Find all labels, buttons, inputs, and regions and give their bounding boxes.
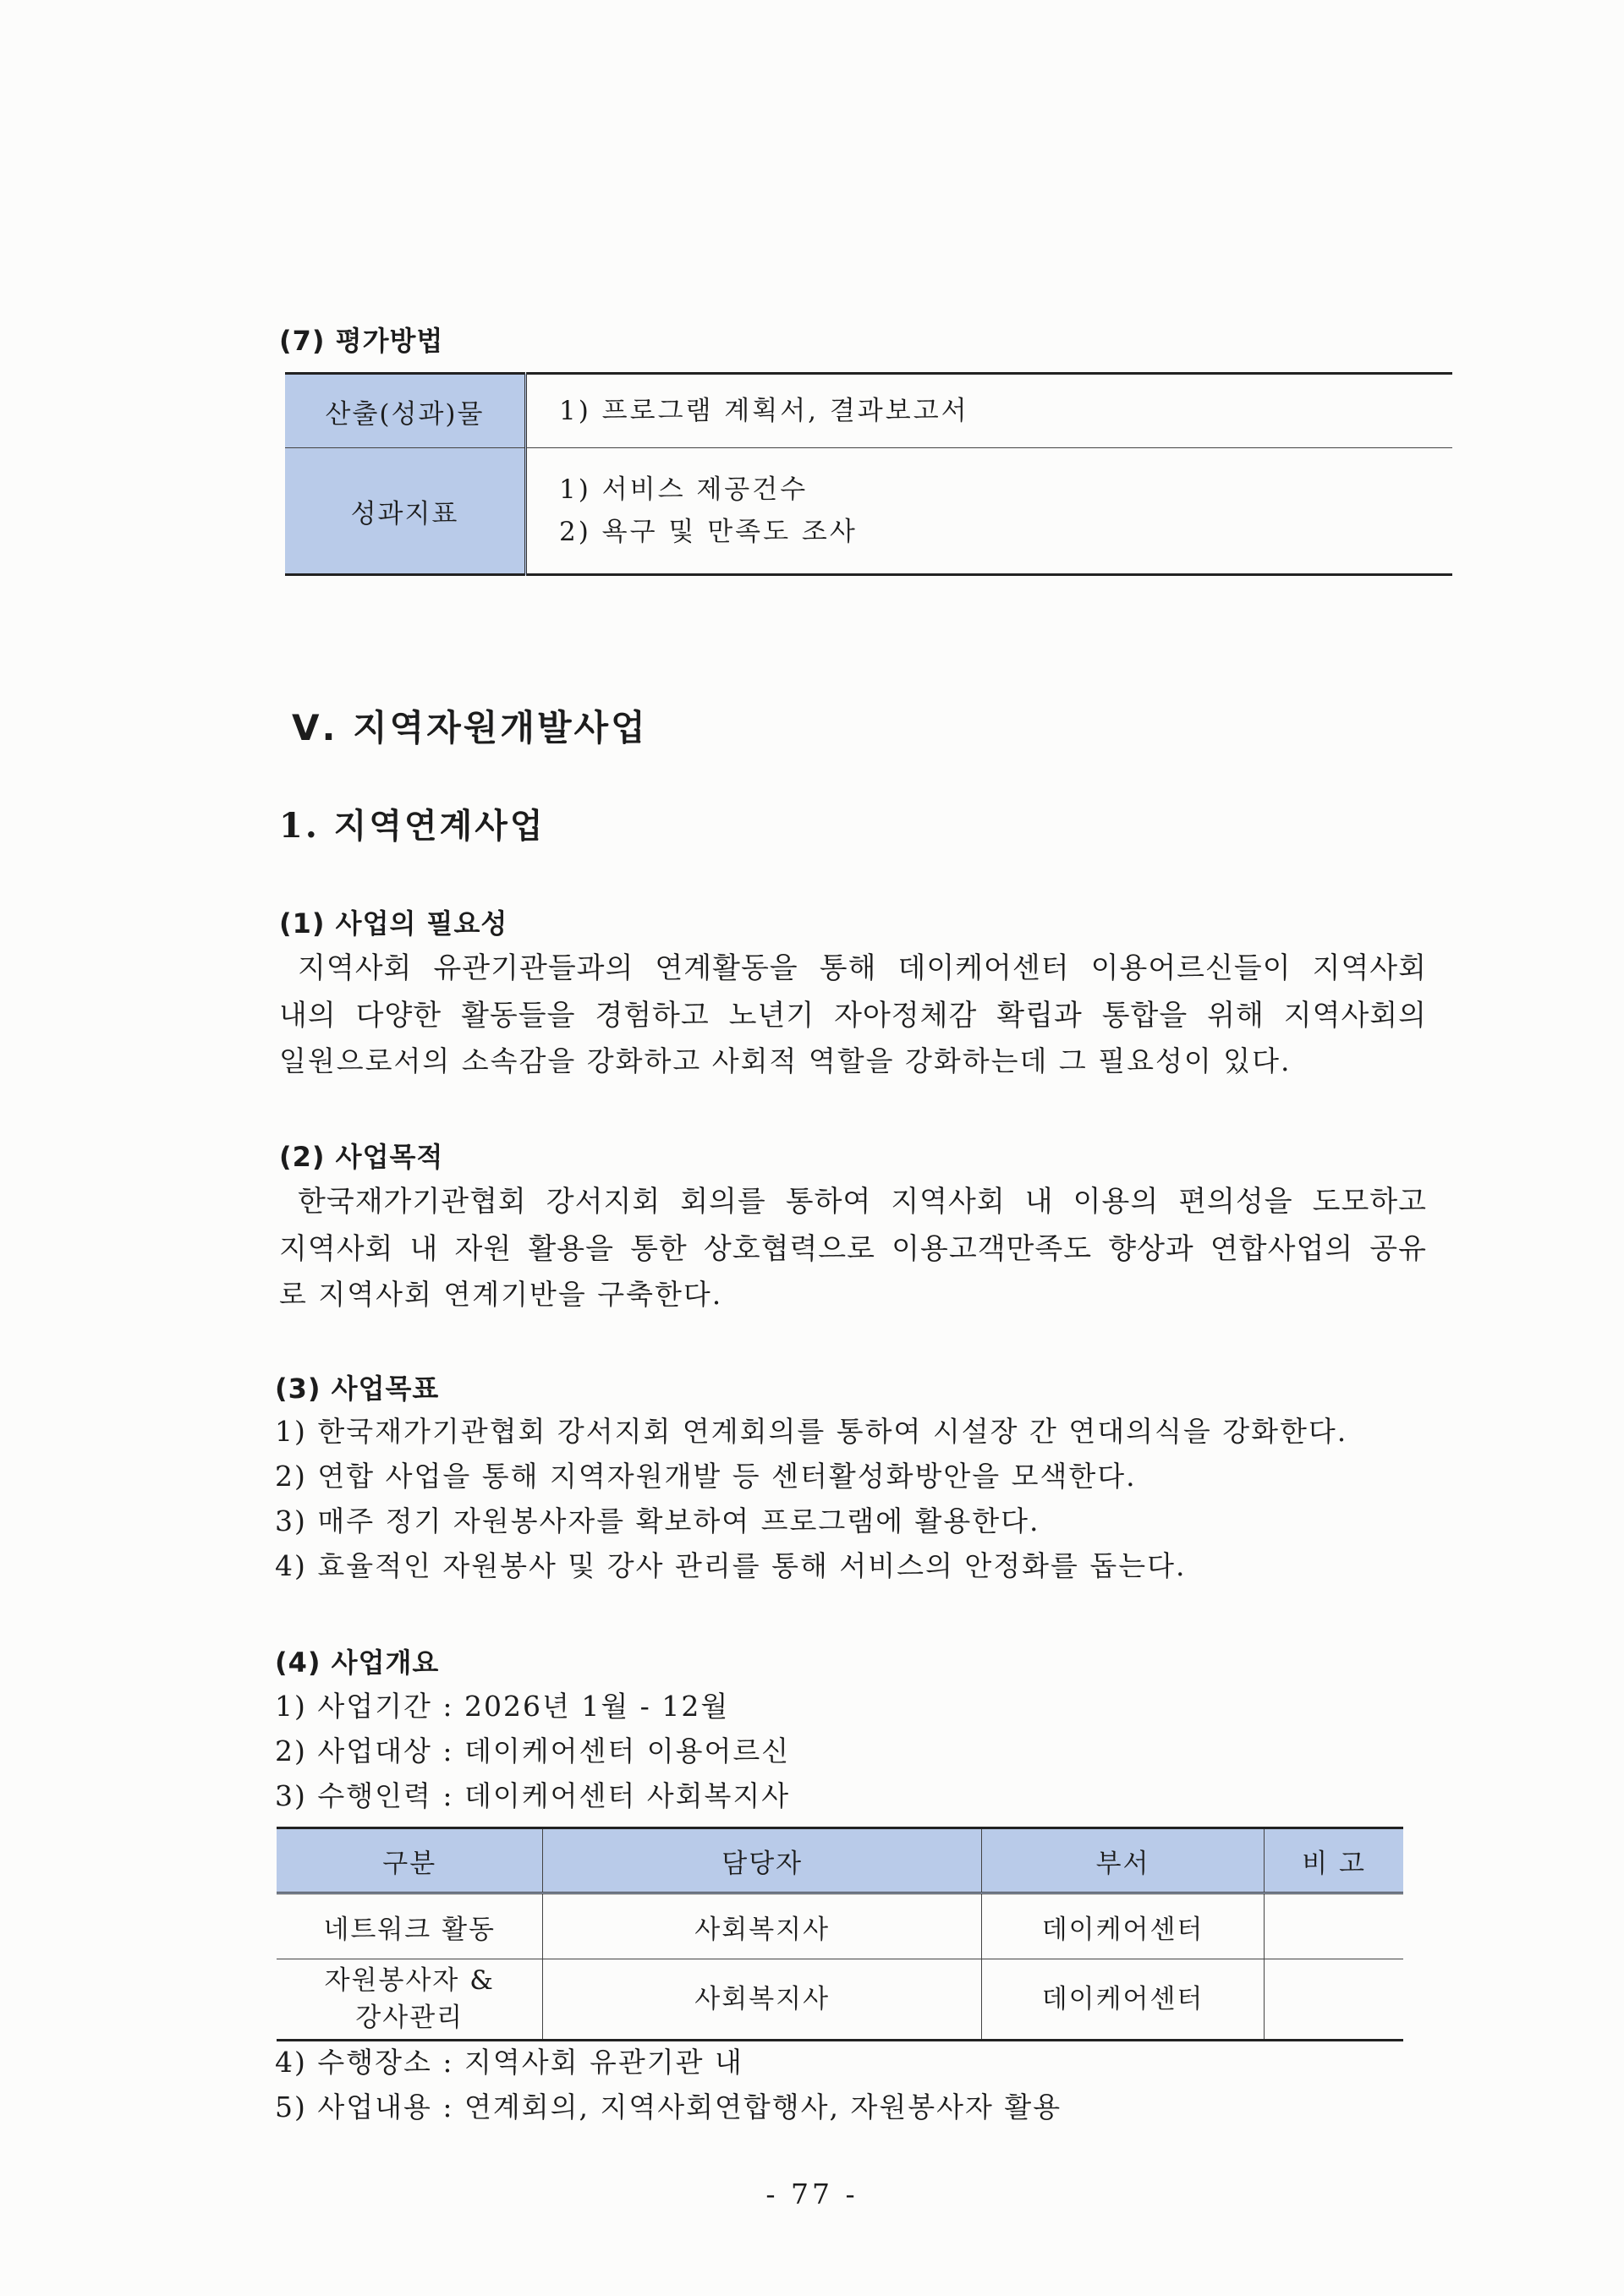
staff-header-dept: 부서 <box>981 1828 1264 1893</box>
staff-cell-category: 네트워크 활동 <box>277 1893 543 1959</box>
goal-item: 4) 효율적인 자원봉사 및 강사 관리를 통해 서비스의 안정화를 돕는다. <box>275 1549 1187 1582</box>
staff-header-category: 구분 <box>277 1828 543 1893</box>
chapter-title: Ⅴ. 지역자원개발사업 <box>292 707 648 748</box>
table-row <box>277 1893 1403 1959</box>
staff-cell-dept: 데이케어센터 <box>981 1893 1264 1959</box>
table-row <box>277 1959 1403 2041</box>
staff-cell-dept: 데이케어센터 <box>981 1959 1264 2041</box>
evaluation-value-indicator <box>526 448 1453 575</box>
staff-table-header <box>277 1828 1403 1893</box>
evaluation-item: 1) 서비스 제공건수 <box>559 474 809 505</box>
goals-heading: (3) 사업목표 <box>275 1373 440 1405</box>
evaluation-value-output <box>526 374 1453 448</box>
staff-cell-note <box>1265 1893 1403 1959</box>
evaluation-heading: (7) 평가방법 <box>279 325 444 357</box>
evaluation-label-output: 산출(성과)물 <box>285 374 526 448</box>
purpose-line: 지역사회 내 자원 활용을 통한 상호협력으로 이용고객만족도 향상과 연합사업의 공유 <box>279 1232 1427 1266</box>
necessity-heading: (1) 사업의 필요성 <box>279 907 508 940</box>
evaluation-row-output <box>285 374 1452 448</box>
staff-cell-category <box>277 1959 543 2041</box>
staff-cell-category-line1: 자원봉사자 & <box>324 1965 495 1996</box>
staff-header-note: 비 고 <box>1265 1828 1403 1893</box>
goal-item: 3) 매주 정기 자원봉사자를 확보하여 프로그램에 활용한다. <box>275 1504 1040 1537</box>
evaluation-item: 2) 욕구 및 만족도 조사 <box>559 517 858 547</box>
overview-item: 1) 사업기간 : 2026년 1월 - 12월 <box>275 1690 730 1723</box>
evaluation-item: 1) 프로그램 계획서, 결과보고서 <box>559 396 969 426</box>
staff-cell-person: 사회복지사 <box>543 1959 982 2041</box>
overview-item: 4) 수행장소 : 지역사회 유관기관 내 <box>275 2046 743 2079</box>
page-number: - 77 - <box>765 2178 859 2211</box>
purpose-line: 로 지역사회 연계기반을 구축한다. <box>279 1278 723 1311</box>
staff-table <box>277 1827 1403 2041</box>
purpose-heading: (2) 사업목적 <box>279 1141 444 1173</box>
staff-cell-person: 사회복지사 <box>543 1893 982 1959</box>
evaluation-label-indicator: 성과지표 <box>285 448 526 575</box>
necessity-line: 내의 다양한 활동들을 경험하고 노년기 자아정체감 확립과 통합을 위해 지역사회의 <box>279 999 1427 1033</box>
necessity-line: 일원으로서의 소속감을 강화하고 사회적 역할을 강화하는데 그 필요성이 있다. <box>279 1044 1292 1077</box>
overview-item: 5) 사업내용 : 연계회의, 지역사회연합행사, 자원봉사자 활용 <box>275 2091 1062 2123</box>
section-title: 1. 지역연계사업 <box>279 806 546 846</box>
overview-heading: (4) 사업개요 <box>275 1647 440 1679</box>
necessity-line: 지역사회 유관기관들과의 연계활동을 통해 데이케어센터 이용어르신들이 지역사회 <box>298 951 1427 985</box>
purpose-line: 한국재가기관협회 강서지회 회의를 통하여 지역사회 내 이용의 편의성을 도모하고 <box>298 1185 1427 1219</box>
staff-cell-category-line2: 강사관리 <box>355 2003 464 2033</box>
evaluation-row-indicator <box>285 448 1452 575</box>
overview-item: 3) 수행인력 : 데이케어센터 사회복지사 <box>275 1779 791 1812</box>
evaluation-table <box>285 372 1452 576</box>
staff-header-person: 담당자 <box>543 1828 982 1893</box>
staff-cell-note <box>1265 1959 1403 2041</box>
goal-item: 1) 한국재가기관협회 강서지회 연계회의를 통하여 시설장 간 연대의식을 강화한다. <box>275 1415 1348 1448</box>
overview-item: 2) 사업대상 : 데이케어센터 이용어르신 <box>275 1734 791 1767</box>
goal-item: 2) 연합 사업을 통해 지역자원개발 등 센터활성화방안을 모색한다. <box>275 1460 1137 1493</box>
